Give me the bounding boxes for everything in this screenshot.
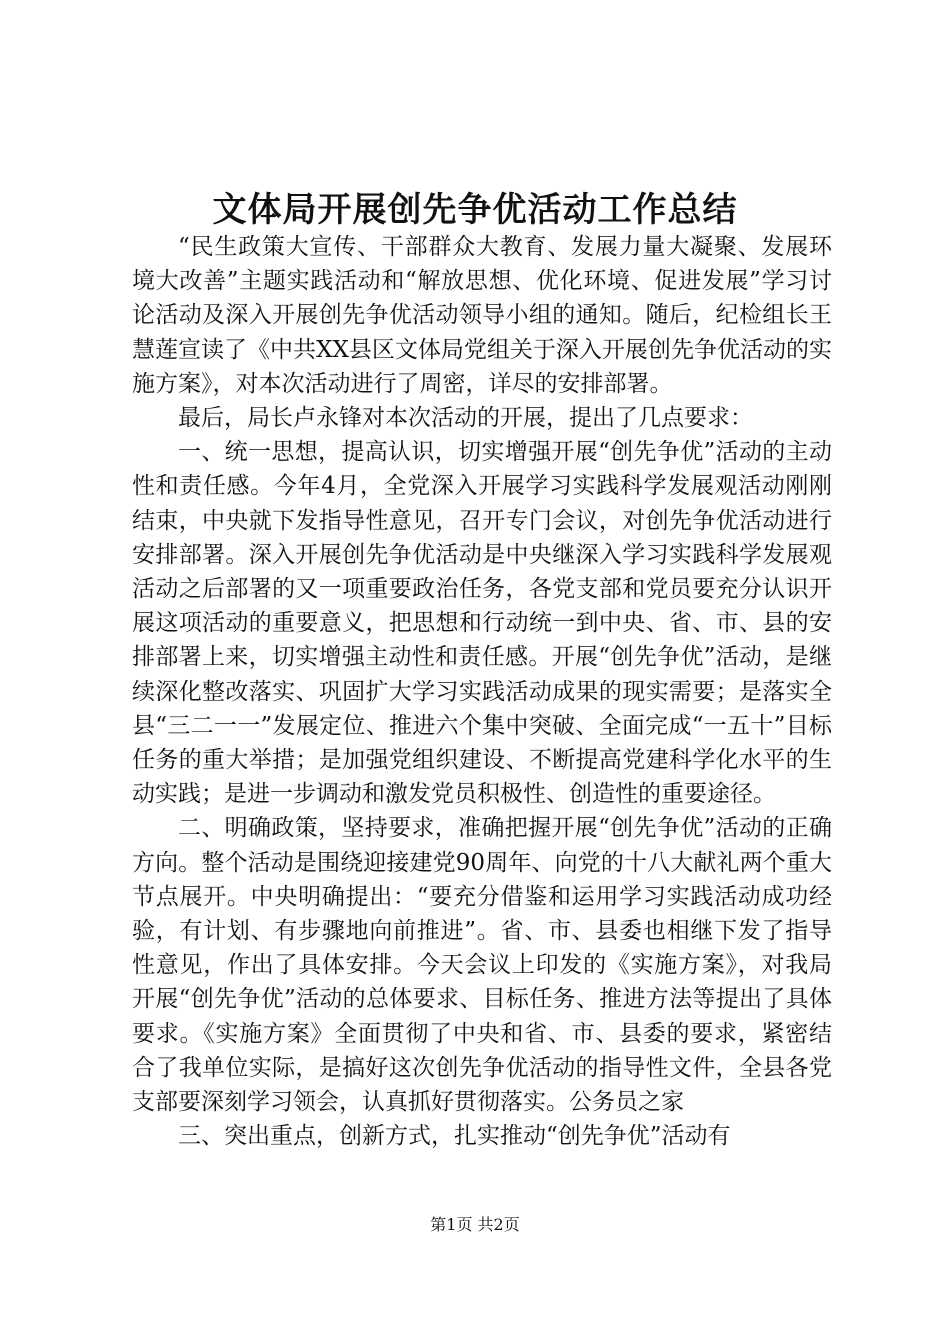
paragraph-intro: “民生政策大宣传、干部群众大教育、发展力量大凝聚、发展环境大改善”主题实践活动和“解放思想、优化环境、促进发展”学习讨论活动及深入开展创先争优活动领导小组的通知。随后，纪检组长王慧莲宣读了《中共XX县区文体局党组关于深入开展创先争优活动的实施方案》，对本次活动进行了周密，详尽的安排部署。 [132,234,832,397]
paragraph-point-two: 二、明确政策，坚持要求，准确把握开展“创先争优”活动的正确方向。整个活动是围绕迎接建党90周年、向党的十八大献礼两个重大节点展开。中央明确提出：“要充分借鉴和运用学习实践活动成功经验，有计划、有步骤地向前推进”。省、市、县委也相继下发了指导性意见，作出了具体安排。今天会议上印发的《实施方案》，对我局开展“创先争优”活动的总体要求、目标任务、推进方法等提出了具体要求。《实施方案》全面贯彻了中央和省、市、县委的要求，紧密结合了我单位实际，是搞好这次创先争优活动的指导性文件，全县各党支部要深刻学习领会，认真抓好贯彻落实。公务员之家 [132,815,832,1116]
paragraph-requirements-lead: 最后，局长卢永锋对本次活动的开展，提出了几点要求： [178,405,753,432]
paragraph-point-three: 三、突出重点，创新方式，扎实推动“创先争优”活动有 [178,1123,731,1150]
page-number-footer: 第1页 共2页 [430,1215,520,1234]
document-body [132,230,832,1153]
paragraph-point-one: 一、统一思想，提高认识，切实增强开展“创先争优”活动的主动性和责任感。今年4月，全党深入开展学习实践科学发展观活动刚刚结束，中央就下发指导性意见，召开专门会议，对创先争优活动进行安排部署。深入开展创先争优活动是中央继深入学习实践科学发展观活动之后部署的又一项重要政治任务，各党支部和党员要充分认识开展这项活动的重要意义，把思想和行动统一到中央、省、市、县的安排部署上来，切实增强主动性和责任感。开展“创先争优”活动，是继续深化整改落实、巩固扩大学习实践活动成果的现实需要；是落实全县“三二一一”发展定位、推进六个集中突破、全面完成“一五十”目标任务的重大举措；是加强党组织建设、不断提高党建科学化水平的生动实践；是进一步调动和激发党员积极性、创造性的重要途径。 [132,439,832,808]
document-title: 文体局开展创先争优活动工作总结 [212,190,738,230]
